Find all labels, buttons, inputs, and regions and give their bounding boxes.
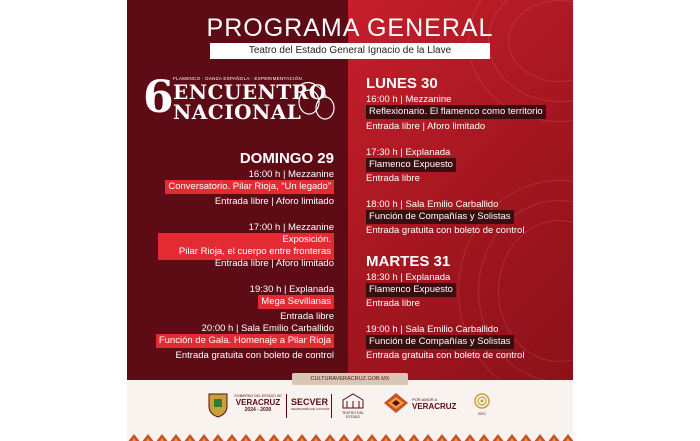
event-access: Entrada libre	[280, 311, 334, 322]
event-meta: 18:30 h | Explanada	[366, 272, 451, 283]
secver-logo	[291, 397, 330, 411]
event-name: Reflexionario. El flamenco como territorio	[366, 105, 546, 119]
por-amor-logo	[412, 397, 456, 411]
event-name: Conversatorio. Pilar Rioja, “Un legado”	[165, 180, 334, 194]
footer-divider	[331, 394, 332, 418]
ivec-spiral-icon	[473, 392, 491, 410]
event-meta: 16:00 h | Mezzanine	[248, 169, 334, 180]
event-meta: 19:30 h | Explanada	[249, 284, 334, 295]
footer-divider	[286, 394, 287, 418]
ivec-logo-text: IVEC	[477, 412, 487, 416]
castanets-icon	[293, 76, 337, 124]
theater-building-icon	[341, 392, 365, 410]
program-poster	[127, 0, 573, 441]
gov-name: VERACRUZ	[235, 398, 281, 407]
day-title-domingo: DOMINGO 29	[239, 150, 334, 167]
event-name: Flamenco Expuesto	[366, 283, 456, 297]
event-name: Función de Compañías y Solistas	[366, 335, 514, 349]
page-title: PROGRAMA GENERAL	[206, 14, 494, 42]
por-amor-line1: POR AMOR A	[412, 397, 438, 402]
secver-name: SECVER	[291, 397, 329, 407]
event-access: Entrada gratuita con boleto de control	[366, 350, 525, 361]
por-amor-name: VERACRUZ	[412, 402, 457, 411]
event-access: Entrada libre | Aforo limitado	[214, 196, 334, 207]
footer-pattern-border	[127, 430, 573, 441]
event-name: Mega Sevillanas	[258, 295, 334, 309]
encuentro-logo	[143, 74, 338, 126]
event-name	[158, 233, 334, 260]
event-name: Función de Compañías y Solistas	[366, 210, 514, 224]
event-meta: 17:30 h | Explanada	[366, 147, 451, 158]
event-name: Función de Gala. Homenaje a Pilar Rioja	[156, 334, 334, 348]
logo-number: 6	[143, 72, 174, 123]
event-name-line2: Pilar Rioja, el cuerpo entre fronteras	[178, 246, 331, 257]
event-meta: 19:00 h | Sala Emilio Carballido	[366, 324, 499, 335]
day-title-martes: MARTES 31	[366, 253, 451, 270]
teatro-logo-text: TEATRO DEL ESTADO	[342, 411, 364, 419]
venue-subtitle: Teatro del Estado General Ignacio de la Llave	[210, 43, 490, 59]
day-title-lunes: LUNES 30	[366, 75, 438, 92]
secver-sub: SECRETARÍA DE CULTURA	[291, 407, 330, 411]
event-access: Entrada gratuita con boleto de control	[175, 350, 334, 361]
logo-tagline: FLAMENCO · DANZA ESPAÑOLA · EXPERIMENTACIÓN	[173, 76, 303, 81]
event-access: Entrada gratuita con boleto de control	[366, 225, 525, 236]
gov-veracruz-logo	[233, 394, 283, 413]
event-name-line1: Exposición.	[282, 234, 331, 245]
footer-zigzag-pattern	[127, 432, 573, 441]
event-access: Entrada libre	[366, 298, 420, 309]
logo-word-nacional: NACIONAL	[173, 100, 302, 124]
event-meta: 17:00 h | Mezzanine	[248, 222, 334, 233]
gov-line1: GOBIERNO DEL ESTADO DE	[234, 394, 282, 398]
event-meta: 18:00 h | Sala Emilio Carballido	[366, 199, 499, 210]
por-amor-pattern-icon	[383, 392, 409, 414]
event-access: Entrada libre | Aforo limitado	[366, 121, 486, 132]
event-meta: 16:00 h | Mezzanine	[366, 94, 452, 105]
veracruz-shield-icon	[207, 392, 229, 418]
event-access: Entrada libre | Aforo limitado	[214, 258, 334, 269]
event-meta: 20:00 h | Sala Emilio Carballido	[201, 323, 334, 334]
gov-years: 2024 - 2030	[244, 407, 272, 413]
website-link[interactable]: CULTURAVERACRUZ.GOB.MX	[292, 373, 408, 385]
event-access: Entrada libre	[366, 173, 420, 184]
logo-word-encuentro: ENCUENTRO	[173, 80, 327, 104]
event-name: Flamenco Expuesto	[366, 158, 456, 172]
